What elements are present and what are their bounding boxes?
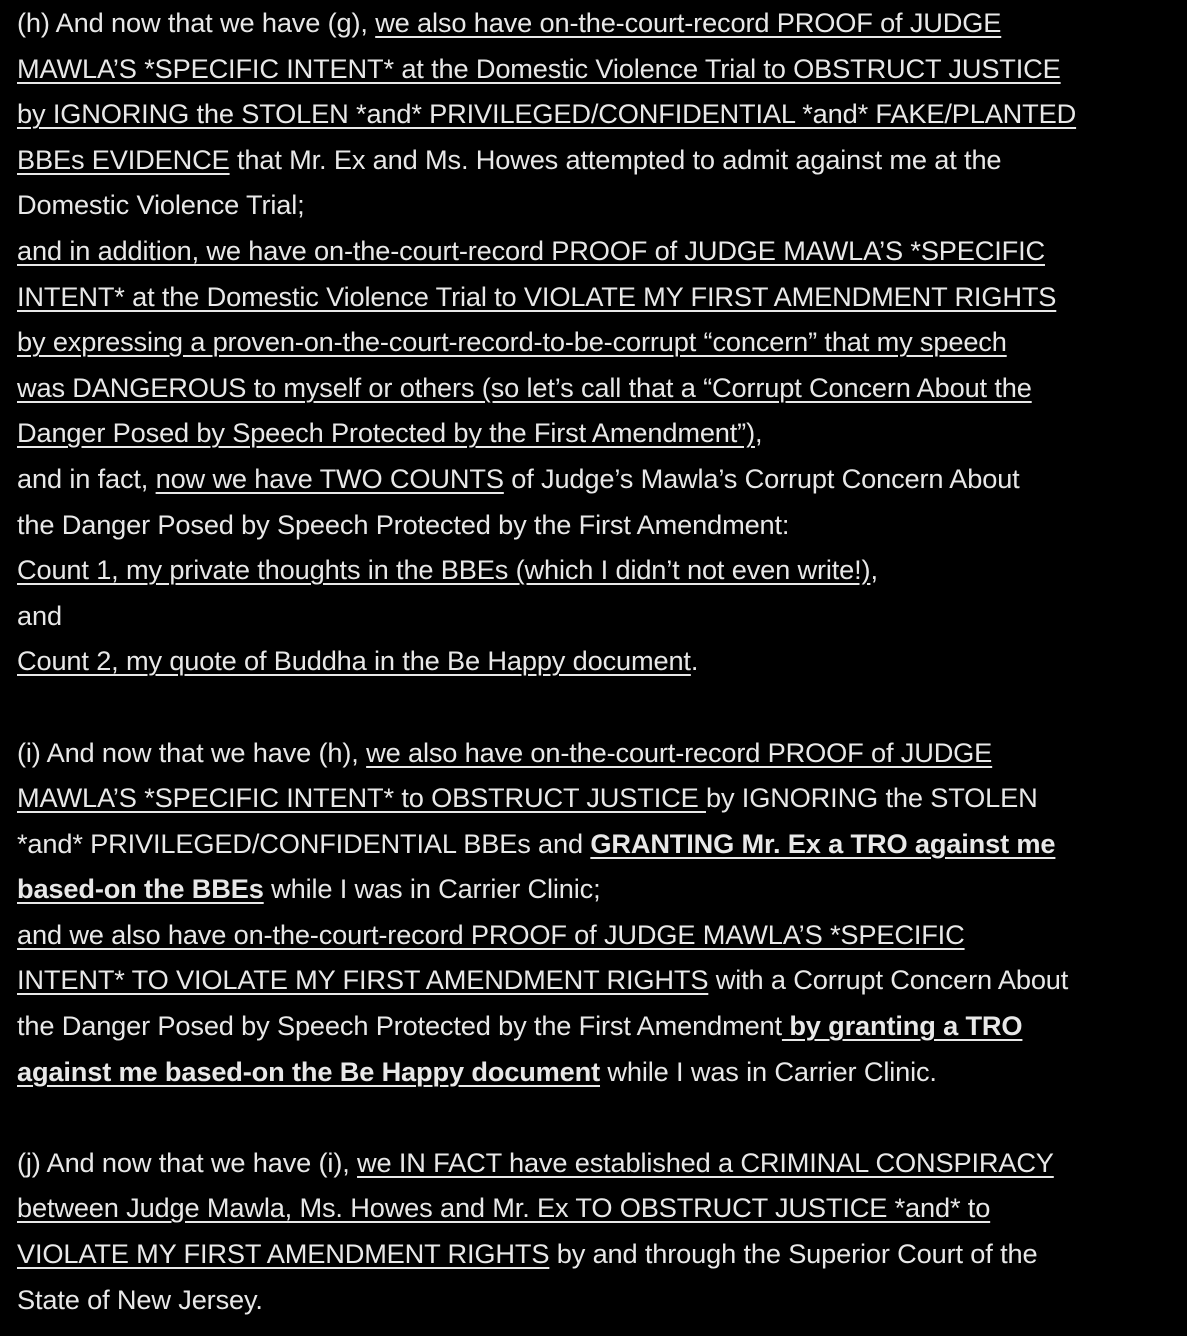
text-line	[17, 502, 1183, 548]
underlined-text: and in addition, we have on-the-court-record PROOF of JUDGE MAWLA’S *SPECIFIC	[17, 234, 1045, 266]
underlined-text: by IGNORING the STOLEN *and* PRIVILEGED/CONFIDENTIAL *and* FAKE/PLANTED	[17, 98, 1077, 130]
plain-text: that Mr. Ex and Ms. Howes attempted to admit against me at the	[229, 143, 1002, 175]
text-line	[17, 730, 1183, 776]
plain-text: the Danger Posed by Speech Protected by the First Amendment	[17, 1010, 782, 1042]
text-line	[17, 547, 1183, 593]
text-line	[17, 1140, 1183, 1186]
emphasized-underlined-text: by granting a TRO	[781, 1010, 1023, 1042]
document-body	[17, 0, 1183, 1322]
text-line	[17, 365, 1183, 411]
plain-text: while I was in Carrier Clinic.	[600, 1055, 937, 1087]
underlined-text: MAWLA’S *SPECIFIC INTENT* to OBSTRUCT JUSTICE	[17, 782, 706, 814]
underlined-text: INTENT* TO VIOLATE MY FIRST AMENDMENT RIGHTS	[17, 964, 709, 996]
underlined-text: Count 1, my private thoughts in the BBEs (which I didn’t not even write!)	[17, 554, 871, 586]
underlined-text: VIOLATE MY FIRST AMENDMENT RIGHTS	[17, 1238, 550, 1270]
text-line	[17, 182, 1183, 228]
emphasized-underlined-text: GRANTING Mr. Ex a TRO against me	[590, 827, 1056, 859]
text-line	[17, 91, 1183, 137]
plain-text: (i) And now that we have (h),	[17, 736, 367, 768]
text-line	[17, 137, 1183, 183]
underlined-text: MAWLA’S *SPECIFIC INTENT* at the Domestic Violence Trial to OBSTRUCT JUSTICE	[17, 52, 1061, 84]
text-line	[17, 638, 1183, 684]
paragraph-j	[17, 1140, 1183, 1322]
paragraph-h	[17, 0, 1183, 684]
underlined-text: was DANGEROUS to myself or others (so let’s call that a “Corrupt Concern About the	[17, 371, 1032, 403]
plain-text: of Judge’s Mawla’s Corrupt Concern About	[503, 462, 1020, 494]
underlined-text: now we have TWO COUNTS	[155, 462, 504, 494]
text-line	[17, 456, 1183, 502]
text-line	[17, 957, 1183, 1003]
text-line	[17, 1277, 1183, 1323]
text-line	[17, 319, 1183, 365]
plain-text: State of New Jersey.	[17, 1283, 263, 1315]
text-line	[17, 775, 1183, 821]
underlined-text: we also have on-the-court-record PROOF of JUDGE	[366, 736, 993, 768]
text-line	[17, 1231, 1183, 1277]
text-line	[17, 821, 1183, 867]
underlined-text: and we also have on-the-court-record PROOF of JUDGE MAWLA’S *SPECIFIC	[17, 918, 965, 950]
plain-text: and	[17, 599, 62, 631]
text-line	[17, 593, 1183, 639]
text-line	[17, 912, 1183, 958]
underlined-text: BBEs EVIDENCE	[17, 143, 230, 175]
text-line	[17, 228, 1183, 274]
paragraph-i	[17, 730, 1183, 1095]
underlined-text: INTENT* at the Domestic Violence Trial to VIOLATE MY FIRST AMENDMENT RIGHTS	[17, 280, 1057, 312]
paragraph-spacer	[17, 1094, 1183, 1140]
text-line	[17, 1049, 1183, 1095]
underlined-text: Danger Posed by Speech Protected by the First Amendment”)	[17, 417, 755, 449]
underlined-text: between Judge Mawla, Ms. Howes and Mr. Ex TO OBSTRUCT JUSTICE *and* to	[17, 1192, 991, 1224]
plain-text: (h) And now that we have (g),	[17, 7, 376, 38]
plain-text: ,	[754, 417, 763, 449]
plain-text: .	[690, 645, 699, 677]
plain-text: by IGNORING the STOLEN	[705, 782, 1038, 814]
plain-text: while I was in Carrier Clinic;	[263, 873, 601, 905]
plain-text: the Danger Posed by Speech Protected by the First Amendment:	[17, 508, 790, 540]
text-line	[17, 1003, 1183, 1049]
text-line	[17, 866, 1183, 912]
plain-text: Domestic Violence Trial;	[17, 189, 305, 221]
plain-text: *and* PRIVILEGED/CONFIDENTIAL BBEs and	[17, 827, 591, 859]
underlined-text: we IN FACT have established a CRIMINAL CONSPIRACY	[357, 1146, 1054, 1178]
text-line	[17, 274, 1183, 320]
text-line	[17, 1185, 1183, 1231]
plain-text: and in fact,	[17, 462, 156, 494]
text-line	[17, 410, 1183, 456]
emphasized-underlined-text: against me based-on the Be Happy document	[17, 1055, 601, 1087]
emphasized-underlined-text: based-on the BBEs	[17, 873, 264, 905]
plain-text: with a Corrupt Concern About	[708, 964, 1069, 996]
underlined-text: Count 2, my quote of Buddha in the Be Happy document	[17, 645, 691, 677]
underlined-text: we also have on-the-court-record PROOF of JUDGE	[375, 7, 1002, 38]
underlined-text: by expressing a proven-on-the-court-record-to-be-corrupt “concern” that my speech	[17, 326, 1007, 358]
plain-text: by and through the Superior Court of the	[549, 1238, 1038, 1270]
plain-text: ,	[870, 554, 878, 586]
paragraph-spacer	[17, 684, 1183, 730]
text-line	[17, 0, 1183, 46]
text-line	[17, 46, 1183, 92]
plain-text: (j) And now that we have (i),	[17, 1146, 358, 1178]
